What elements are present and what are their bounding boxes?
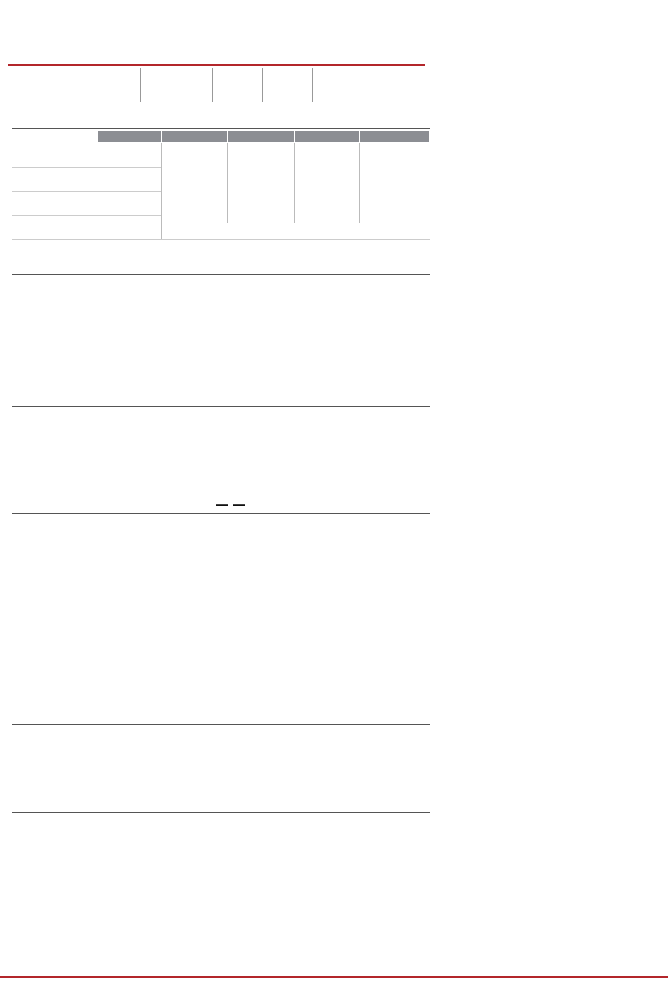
age-box	[212, 68, 260, 102]
bca-row-line	[12, 167, 162, 168]
gender-box	[262, 68, 310, 102]
bca-col-divider	[294, 143, 295, 223]
history-chart	[12, 814, 430, 974]
history-line	[12, 812, 430, 813]
bca-col-header	[360, 131, 429, 142]
bca-col-header	[228, 131, 294, 142]
bca-col-divider	[161, 143, 162, 239]
footer-line	[0, 976, 668, 978]
header-divider	[8, 64, 425, 66]
bca-row-line	[12, 239, 430, 240]
mfa-chart	[12, 276, 430, 386]
right-column	[440, 130, 662, 980]
date-box	[312, 68, 422, 102]
sla-legend: ▬▬ ▬▬	[216, 502, 246, 508]
bca-table	[12, 131, 430, 241]
oa-line	[12, 406, 430, 407]
bca-col-header	[98, 131, 161, 142]
bca-line	[12, 128, 430, 129]
height-box	[140, 68, 210, 102]
sla-chart	[12, 515, 430, 695]
ecw-chart	[12, 726, 430, 776]
bca-col-header	[295, 131, 359, 142]
mfa-line	[12, 274, 430, 275]
bca-col-divider	[359, 143, 360, 223]
sla-line	[12, 513, 430, 514]
bca-col-divider	[227, 143, 228, 223]
bca-col-header	[162, 131, 227, 142]
bca-row-line	[12, 191, 162, 192]
ecw-line	[12, 724, 430, 725]
bca-row-line	[12, 215, 162, 216]
oa-chart	[12, 408, 430, 488]
